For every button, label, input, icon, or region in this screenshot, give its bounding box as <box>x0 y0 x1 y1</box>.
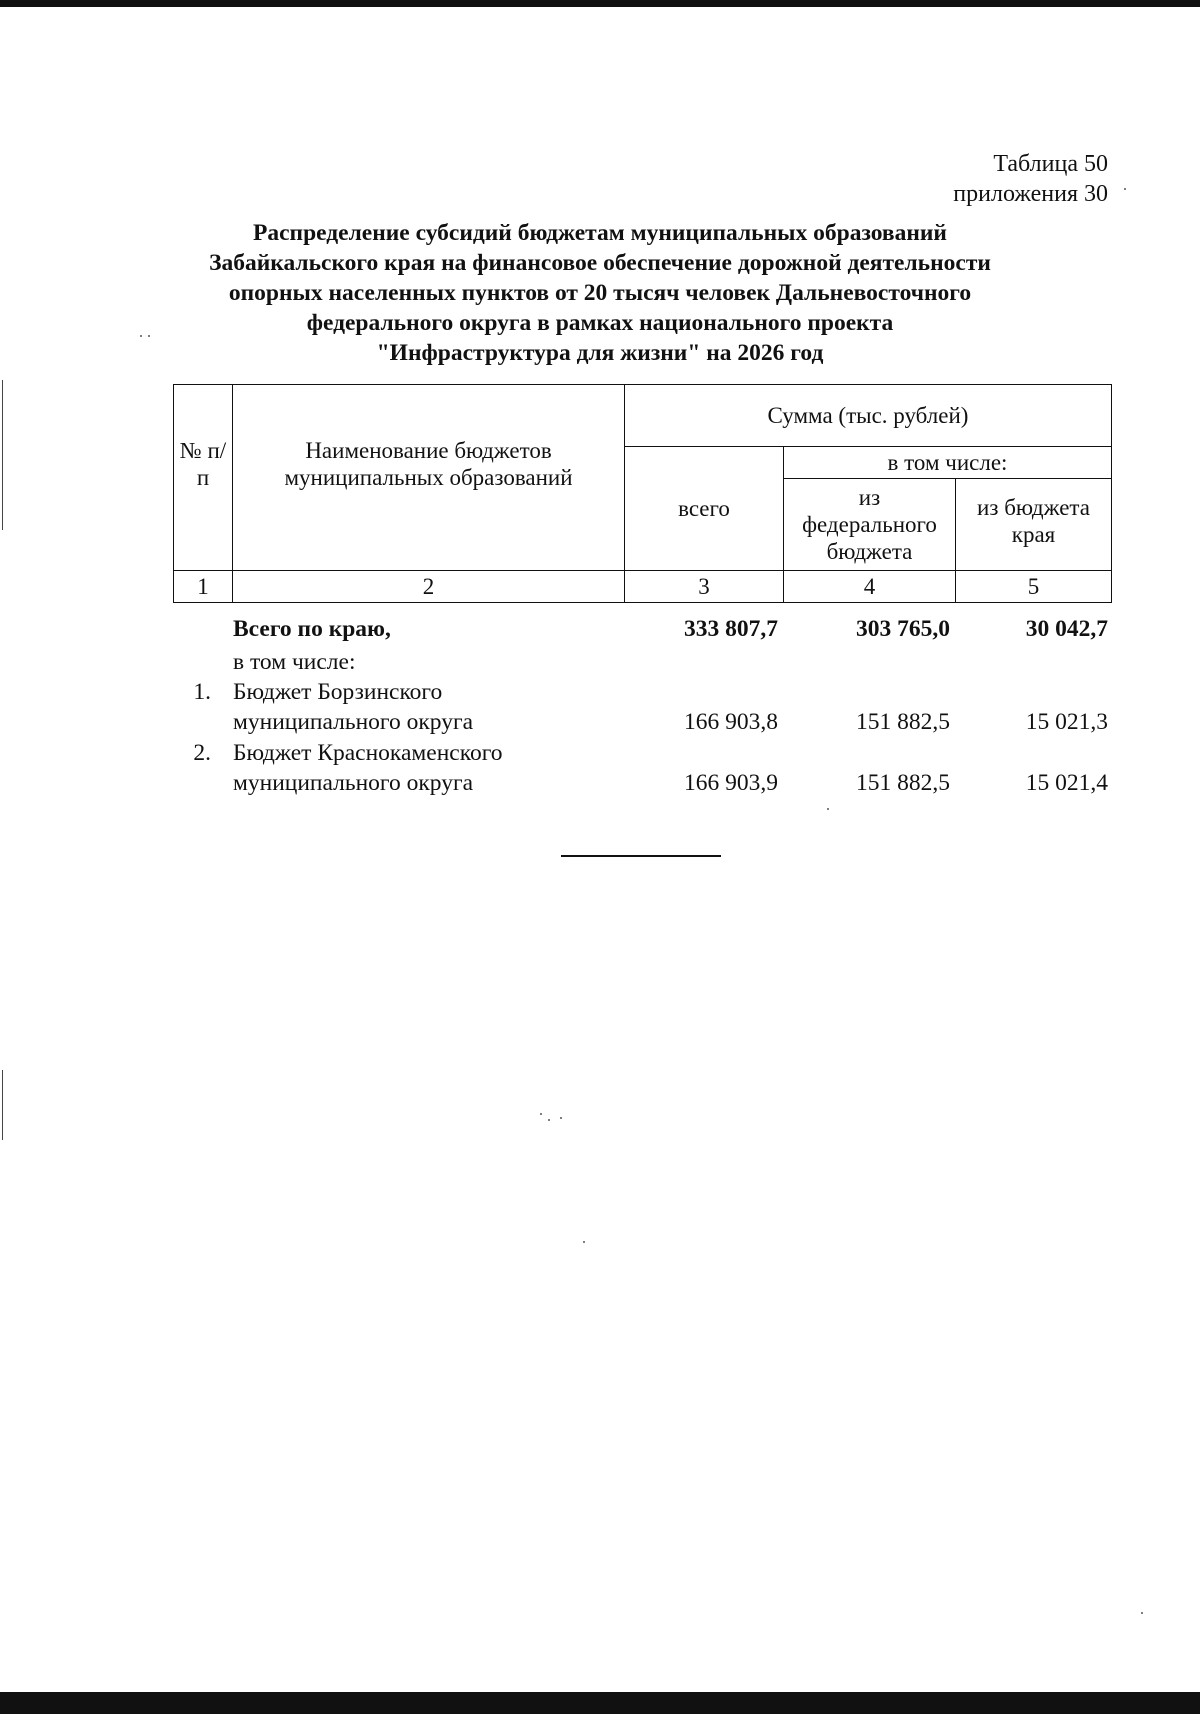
title-line: "Инфраструктура для жизни" на 2026 год <box>376 340 824 366</box>
row-federal: 151 882,5 <box>856 770 950 796</box>
scan-top-edge <box>0 0 1200 7</box>
column-number: 1 <box>174 571 233 603</box>
row-regional: 15 021,3 <box>1025 709 1108 735</box>
scan-speck <box>1141 1612 1143 1614</box>
row-budget-name: Бюджет Краснокаменского <box>233 740 503 766</box>
row-budget-name: Бюджет Борзинского <box>233 679 443 705</box>
total-row-label: Всего по краю, <box>233 616 391 642</box>
header-federal-budget: из федерального бюджета <box>784 479 956 571</box>
scan-left-mark <box>2 1070 3 1140</box>
end-of-table-rule <box>561 855 721 857</box>
row-federal: 151 882,5 <box>856 709 950 735</box>
header-regional-budget: из бюджета края <box>956 479 1112 571</box>
total-row-total: 333 807,7 <box>684 616 778 642</box>
header-sum: Сумма (тыс. рублей) <box>625 385 1112 447</box>
header-including: в том числе: <box>784 447 1112 479</box>
title-line: Распределение субсидий бюджетам муниципальных образований <box>253 220 947 246</box>
header-total: всего <box>625 447 784 571</box>
row-number: 1. <box>193 679 211 705</box>
scan-speck <box>540 1113 542 1115</box>
scan-speck <box>560 1117 562 1119</box>
scan-bottom-edge <box>0 1692 1200 1714</box>
row-regional: 15 021,4 <box>1025 770 1108 796</box>
scan-speck <box>548 1119 550 1121</box>
scan-left-mark <box>2 380 3 530</box>
scan-speck <box>1124 188 1126 190</box>
document-title <box>135 218 1065 368</box>
header-number: № п/п <box>174 385 233 571</box>
row-number: 2. <box>193 740 211 766</box>
including-label: в том числе: <box>233 649 356 675</box>
table-number: Таблица 50 <box>993 151 1108 177</box>
scan-speck <box>827 808 829 810</box>
column-number: 5 <box>956 571 1112 603</box>
row-budget-name: муниципального округа <box>233 709 474 735</box>
row-total: 166 903,9 <box>684 770 778 796</box>
header-budget-name: Наименование бюджетов муниципальных образований <box>233 385 625 571</box>
appendix-number: приложения 30 <box>953 181 1108 207</box>
title-line: опорных населенных пунктов от 20 тысяч человек Дальневосточного <box>228 280 972 306</box>
row-total: 166 903,8 <box>684 709 778 735</box>
column-number: 4 <box>784 571 956 603</box>
subsidy-table-header <box>173 384 1112 603</box>
title-line: федерального округа в рамках национального проекта <box>306 310 894 336</box>
column-number: 3 <box>625 571 784 603</box>
total-row-regional: 30 042,7 <box>1025 616 1108 642</box>
appendix-reference <box>953 149 1108 209</box>
total-row-federal: 303 765,0 <box>856 616 950 642</box>
scan-speck <box>583 1241 585 1243</box>
title-line: Забайкальского края на финансовое обеспечение дорожной деятельности <box>209 250 991 276</box>
row-budget-name: муниципального округа <box>233 770 474 796</box>
column-number: 2 <box>233 571 625 603</box>
